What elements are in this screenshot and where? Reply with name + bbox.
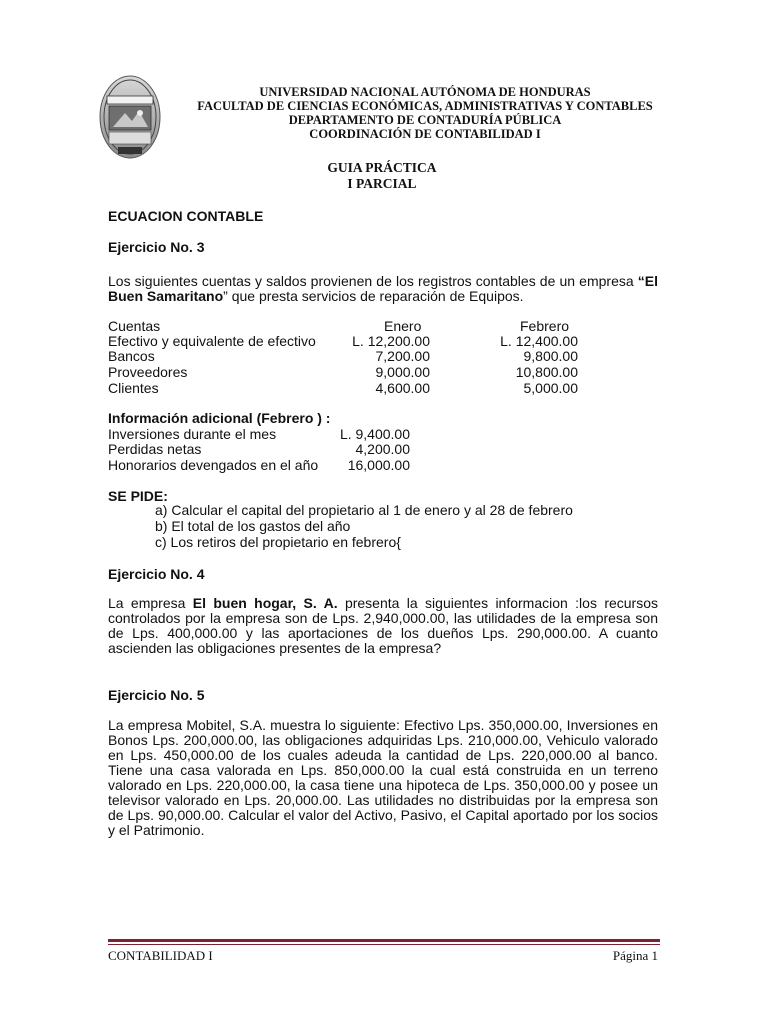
table-row (108, 381, 580, 396)
intro-text-end: ” que presta servicios de reparación de Equipos. (223, 288, 524, 304)
department-name: DEPARTAMENTO DE CONTADURÍA PÚBLICA (288, 113, 562, 127)
column-header: Cuentas (108, 318, 161, 334)
january-value: 7,200.00 (375, 348, 430, 364)
coordination-name: COORDINACIÓN DE CONTABILIDAD I (309, 127, 541, 141)
exercise-3-intro (108, 274, 658, 304)
february-value: 9,800.00 (523, 348, 578, 364)
guide-subtitle: I PARCIAL (347, 176, 417, 191)
exercise-5-heading: Ejercicio No. 5 (108, 687, 205, 703)
company-name: El buen hogar, S. A. (192, 595, 338, 611)
table-row (108, 365, 580, 380)
february-value: 5,000.00 (523, 380, 578, 396)
list-item: b) El total de los gastos del año (155, 518, 351, 534)
exercise-4-text (108, 596, 658, 656)
exercise-4-text-end: presenta la siguientes informacion :los recursos controlados por la empresa son de Lps. 2,940,000.00, las utilidades de la empresa son de Lps. 400,000.00 y las aportaciones de los dueños Lps. 290,000.00. A cuanto ascienden las obligaciones presentes de la empresa? (108, 595, 658, 656)
additional-info-heading: Información adicional (Febrero ) : (108, 410, 331, 426)
column-header: Enero (384, 318, 422, 334)
se-pide-heading: SE PIDE: (108, 488, 168, 504)
column-header: Febrero (520, 318, 570, 334)
footer-rule-thin (108, 944, 660, 945)
guide-title: GUIA PRÁCTICA (327, 160, 437, 175)
footer-course: CONTABILIDAD I (108, 948, 213, 963)
january-value: 9,000.00 (375, 364, 430, 380)
info-label: Inversiones durante el mes (108, 426, 277, 442)
info-label: Honorarios devengados en el año (108, 457, 319, 473)
university-name: UNIVERSIDAD NACIONAL AUTÓNOMA DE HONDURAS (259, 85, 591, 99)
accounts-table-header (108, 319, 580, 334)
info-value: 4,200.00 (355, 441, 410, 457)
page-number: Página 1 (612, 948, 658, 963)
list-item: c) Los retiros del propietario en febrero{ (155, 534, 401, 550)
list-item: a) Calcular el capital del propietario al 1 de enero y al 28 de febrero (155, 502, 573, 518)
company-name: “El Buen Samaritano (108, 273, 658, 304)
footer-rule (108, 939, 660, 942)
university-seal (99, 75, 161, 159)
info-row (108, 458, 410, 473)
january-value: L. 12,200.00 (352, 333, 430, 349)
account-name: Proveedores (108, 364, 188, 380)
account-name: Bancos (108, 348, 155, 364)
faculty-name: FACULTAD DE CIENCIAS ECONÓMICAS, ADMINISTRATIVAS Y CONTABLES (197, 99, 653, 113)
info-label: Perdidas netas (108, 441, 202, 457)
february-value: 10,800.00 (515, 364, 578, 380)
account-name: Clientes (108, 380, 159, 396)
exercise-3-heading: Ejercicio No. 3 (108, 239, 205, 255)
table-row (108, 349, 580, 364)
info-row (108, 427, 410, 442)
info-row (108, 442, 410, 457)
exercise-4-heading: Ejercicio No. 4 (108, 566, 205, 582)
section-heading: ECUACION CONTABLE (108, 208, 264, 224)
info-value: L. 9,400.00 (339, 426, 410, 442)
january-value: 4,600.00 (375, 380, 430, 396)
account-name: Efectivo y equivalente de efectivo (108, 333, 316, 349)
info-value: 16,000.00 (347, 457, 410, 473)
table-row (108, 334, 580, 349)
exercise-4-text-start: La empresa (108, 595, 193, 611)
exercise-5-text: La empresa Mobitel, S.A. muestra lo siguiente: Efectivo Lps. 350,000.00, Inversiones en Bonos Lps. 200,000.00, las obligaciones adquiridas Lps. 210,000.00, Vehiculo valorado en Lps. 450,000.00 de los cuales adeuda la cantidad de Lps. 220,000.00 al banco. Tiene una casa valorada en Lps. 850,000.00 la cual está construida en un terreno valorado en Lps. 220,000.00, la casa tiene una hipoteca de Lps. 350,000.00 y posee un televisor valorado en Lps. 20,000.00. Las utilidades no distribuidas por la empresa son de Lps. 90,000.00. Calcular el valor del Activo, Pasivo, el Capital aportado por los socios y el Patrimonio. (108, 717, 658, 838)
intro-text: Los siguientes cuentas y saldos provienen de los registros contables de un empresa (108, 273, 638, 289)
february-value: L. 12,400.00 (500, 333, 578, 349)
